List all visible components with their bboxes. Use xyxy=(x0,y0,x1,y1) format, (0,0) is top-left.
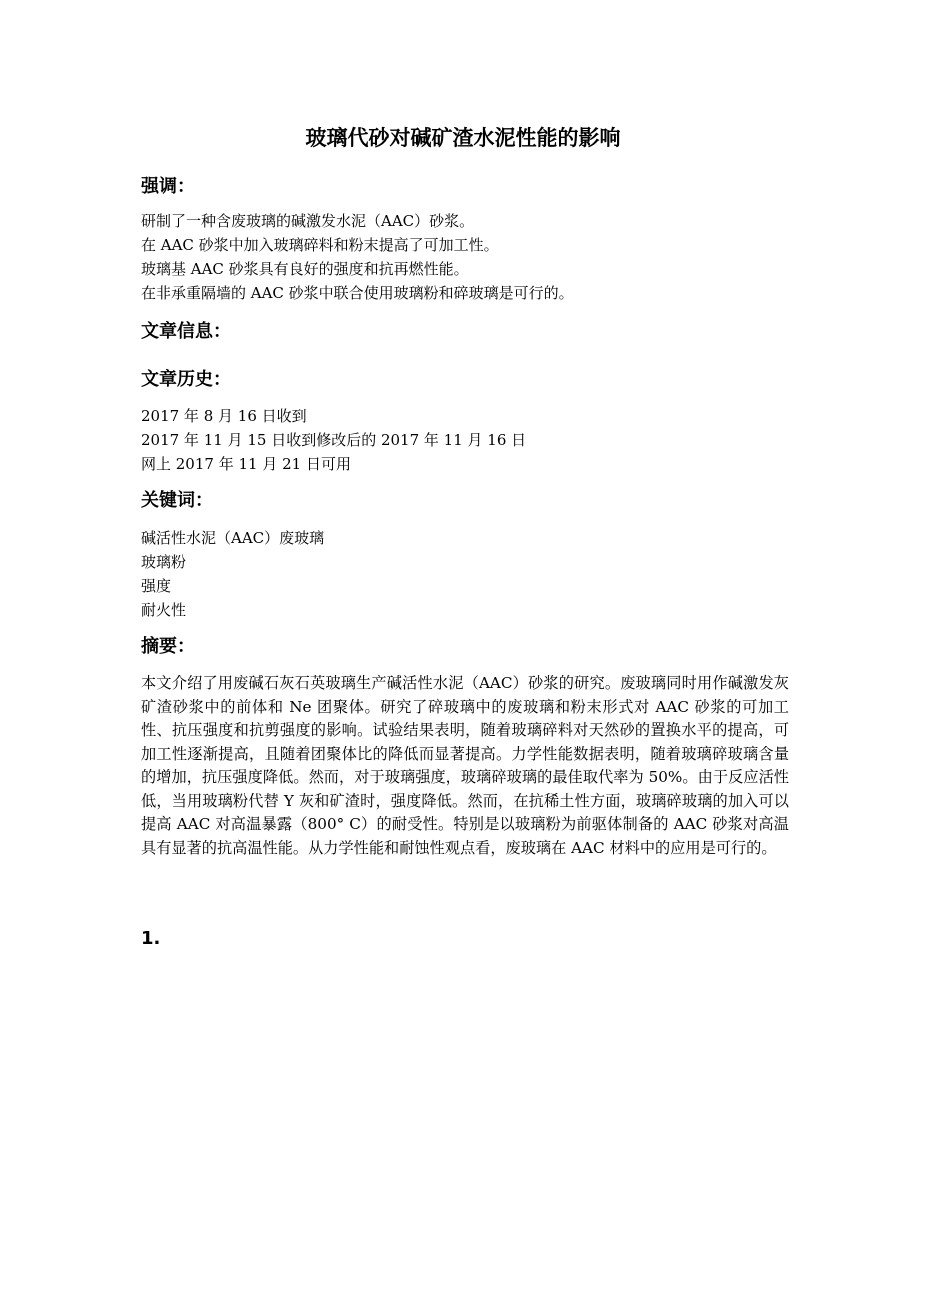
highlights-list xyxy=(141,209,791,305)
history-item: 网上 2017 年 11 月 21 日可用 xyxy=(141,455,351,473)
section-1-heading: 1. xyxy=(141,928,161,949)
highlights-heading: 强调： xyxy=(141,176,195,197)
article-info-heading: 文章信息： xyxy=(141,321,231,342)
article-history-heading: 文章历史： xyxy=(141,369,231,390)
history-item: 2017 年 11 月 15 日收到修改后的 2017 年 11 月 16 日 xyxy=(141,431,527,449)
highlight-item: 在 AAC 砂浆中加入玻璃碎料和粉末提高了可加工性。 xyxy=(141,236,499,254)
abstract-text: 本文介绍了用废碱石灰石英玻璃生产碱活性水泥（AAC）砂浆的研究。废玻璃同时用作碱激发灰矿渣砂浆中的前体和 Ne 团聚体。研究了碎玻璃中的废玻璃和粉末形式对 AAC 砂浆的可加工性、抗压强度和抗剪强度的影响。试验结果表明，随着玻璃碎料对天然砂的置换水平的提高，可加工性逐渐提高，且随着团聚体比的降低而显著提高。力学性能数据表明，随着玻璃碎玻璃含量的增加，抗压强度降低。然而，对于玻璃强度，玻璃碎玻璃的最佳取代率为 50%。由于反应活性低，当用玻璃粉代替 Y 灰和矿渣时，强度降低。然而，在抗稀土性方面，玻璃碎玻璃的加入可以提高 AAC 对高温暴露（800° C）的耐受性。特别是以玻璃粉为前驱体制备的 AAC 砂浆对高温具有显著的抗高温性能。从力学性能和耐蚀性观点看，废玻璃在 AAC 材料中的应用是可行的。 xyxy=(141,674,789,857)
paper-title: 玻璃代砂对碱矿渣水泥性能的影响 xyxy=(305,126,621,150)
keyword-item: 碱活性水泥（AAC）废玻璃 xyxy=(141,529,325,547)
keywords-heading: 关键词： xyxy=(141,490,213,511)
keyword-item: 强度 xyxy=(141,577,172,595)
keyword-item: 耐火性 xyxy=(141,601,187,619)
keyword-item: 玻璃粉 xyxy=(141,553,187,571)
history-item: 2017 年 8 月 16 日收到 xyxy=(141,407,307,425)
keywords-list xyxy=(141,526,791,622)
article-history-list xyxy=(141,404,791,476)
highlight-item: 在非承重隔墙的 AAC 砂浆中联合使用玻璃粉和碎玻璃是可行的。 xyxy=(141,284,574,302)
abstract-heading: 摘要： xyxy=(141,636,195,657)
highlight-item: 研制了一种含废玻璃的碱激发水泥（AAC）砂浆。 xyxy=(141,212,475,230)
highlight-item: 玻璃基 AAC 砂浆具有良好的强度和抗再燃性能。 xyxy=(141,260,469,278)
